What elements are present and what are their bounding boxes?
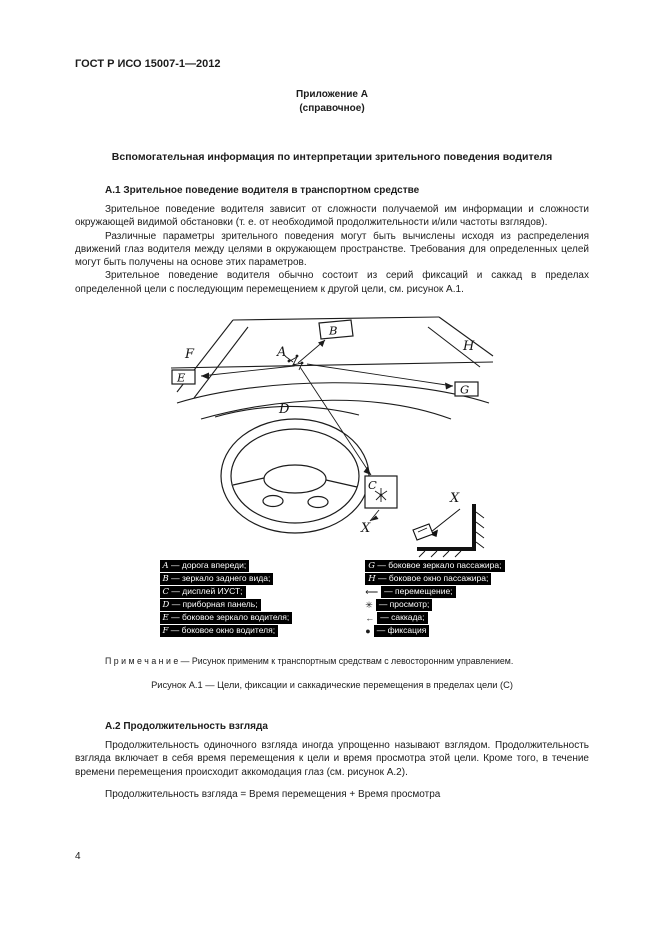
paragraph-a2-1: Продолжительность одиночного взгляда иногда упрощенно называют взглядом. Продолжительность взгляда включает в себя время перемещения к цели и время просмотра этой цели. Кроме того, в течение времени перемещения происходит аккомодация глаз (см. рисунок А.2). — [75, 740, 589, 778]
label-F: F — [185, 347, 195, 363]
label-G: G — [460, 382, 470, 397]
movement-arrow-icon: ⟵ — [365, 586, 379, 597]
legend-item-fixation — [365, 625, 429, 637]
figure-note: П р и м е ч а н и е — Рисунок применим к транспортным средствам с левосторонним управлением. — [105, 656, 514, 667]
legend-item-driver-mirror — [160, 612, 293, 624]
legend-letter: B — [162, 574, 169, 585]
legend-text: — саккада; — [380, 612, 425, 623]
section-a2-title: А.2 Продолжительность взгляда — [105, 721, 268, 733]
legend-letter: D — [162, 600, 170, 611]
paragraph-a1-3: Зрительное поведение водителя обычно состоит из серий фиксаций и саккад в пределах определенной цели с последующим перемещением к другой цели, см. рисунок А.1. — [75, 270, 589, 295]
legend-text: — боковое окно водителя; — [168, 625, 276, 636]
legend-text: — боковое окно пассажира; — [375, 573, 489, 584]
legend-letter: G — [368, 561, 376, 572]
label-X-display: X — [361, 521, 371, 537]
legend-item-rearview-mirror — [160, 573, 274, 585]
steering-wheel — [221, 419, 369, 533]
legend-text: — боковое зеркало пассажира; — [375, 560, 502, 571]
legend-item-passenger-window — [365, 573, 491, 585]
legend-item-transition — [365, 586, 455, 598]
legend-text: — боковое зеркало водителя; — [168, 612, 290, 623]
label-C: C — [368, 478, 377, 493]
annex-type: (справочное) — [299, 103, 365, 114]
legend-letter: A — [162, 561, 169, 572]
paragraph-a1-1: Зрительное поведение водителя зависит от сложности получаемой им информации и сложности окружающей видимой обстановки (т. е. от необходимой продолжительности и/или частоты взглядов). — [75, 204, 589, 229]
legend-text: — просмотр; — [378, 599, 430, 610]
gaze-duration-formula: Продолжительность взгляда = Время перемещения + Время просмотра — [105, 788, 441, 800]
legend-text: — дисплей ИУСТ; — [169, 586, 243, 597]
label-A: A — [277, 345, 287, 361]
saccade-arrow-icon: ← — [365, 612, 375, 623]
legend-item-road — [160, 560, 250, 572]
legend-item-driver-window — [160, 625, 279, 637]
figure-legend — [160, 560, 505, 638]
legend-left-column — [160, 560, 293, 638]
label-H: H — [463, 339, 475, 355]
figure-a1 — [75, 306, 589, 690]
legend-text: — зеркало заднего вида; — [168, 573, 271, 584]
label-B: B — [329, 323, 338, 338]
paragraph-a1-2: Различные параметры зрительного поведения могут быть вычислены исходя из распределения движений глаз водителя между целями в окружающем пространстве. Требования для определенных целей могут быть получены на основе этих параметров. — [75, 230, 589, 269]
dwell-star-icon: ✳ — [365, 599, 373, 610]
figure-caption: Рисунок А.1 — Цели, фиксации и саккадические перемещения в пределах цели (С) — [151, 680, 513, 691]
label-D: D — [279, 402, 290, 418]
legend-text: — приборная панель; — [169, 599, 258, 610]
label-X-inset: X — [450, 491, 460, 507]
annex-label: Приложение А — [296, 89, 368, 100]
page-number: 4 — [75, 851, 81, 862]
mirror-inset — [413, 504, 484, 557]
legend-right-column — [365, 560, 504, 638]
figure-labels — [176, 324, 475, 537]
legend-text: — фиксация — [376, 625, 427, 636]
target-boxes — [172, 320, 478, 508]
legend-text: — дорога впереди; — [168, 560, 247, 571]
legend-letter: E — [162, 613, 169, 624]
annex-heading: Вспомогательная информация по интерпретации зрительного поведения водителя — [111, 151, 553, 163]
legend-item-instrument-panel — [160, 599, 261, 611]
legend-item-dwell — [365, 599, 432, 611]
legend-letter: C — [162, 587, 170, 598]
figure-a1-drawing — [167, 306, 497, 558]
legend-item-ivis-display — [160, 586, 246, 598]
legend-item-saccade — [365, 612, 427, 624]
legend-text: — перемещение; — [384, 586, 453, 597]
document-number: ГОСТ Р ИСО 15007-1—2012 — [75, 58, 221, 70]
legend-letter: F — [162, 626, 169, 637]
section-a1-title: А.1 Зрительное поведение водителя в транспортном средстве — [105, 185, 420, 196]
legend-item-passenger-mirror — [365, 560, 504, 572]
fixation-dot-icon: ● — [365, 625, 371, 636]
annex-header — [75, 88, 589, 116]
legend-letter: H — [368, 574, 376, 585]
label-E: E — [177, 370, 186, 385]
